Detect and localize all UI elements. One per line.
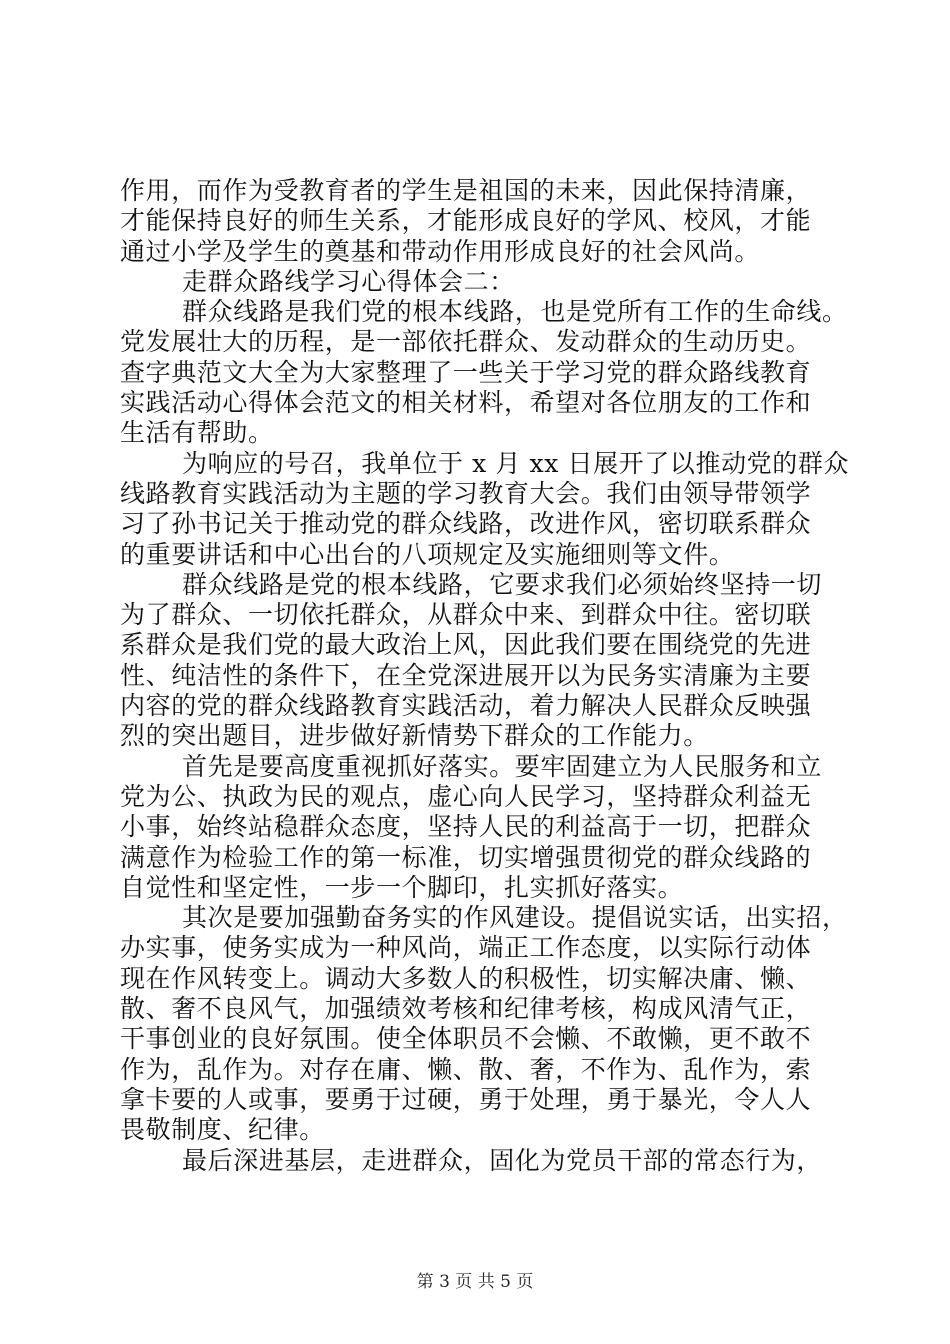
text-line: 的重要讲话和中心出台的八项规定及实施细则等文件。 [120,539,735,569]
text-line: 现在作风转变上。调动大多数人的积极性，切实解决庸、懒、 [120,963,812,993]
text-line: 办实事，使务实成为一种风尚，端正工作态度，以实际行动体 [120,933,812,963]
text-line: 小事，始终站稳群众态度，坚持人民的利益高于一切，把群众 [120,812,812,842]
page-footer: 第 3 页 共 5 页 [416,1272,534,1292]
text-line: 实践活动心得体会范文的相关材料，希望对各位朋友的工作和 [120,388,812,418]
text-line: 拿卡要的人或事，要勇于过硬，勇于处理，勇于暴光，令人人 [120,1084,812,1114]
text-line: 线路教育实践活动为主题的学习教育大会。我们由领导带领学 [120,478,812,508]
text-line: 才能保持良好的师生关系，才能形成良好的学风、校风，才能 [120,206,812,236]
text-line: 作用，而作为受教育者的学生是祖国的未来，因此保持清廉， [120,176,812,205]
text-line: 查字典范文大全为大家整理了一些关于学习党的群众路线教育 [120,357,812,387]
text-line: 满意作为检验工作的第一标准，切实增强贯彻党的群众线路的 [120,842,812,872]
section-heading: 走群众路线学习心得体会二： [182,266,515,296]
body-text [120,176,850,1176]
text-line: 通过小学及学生的奠基和带动作用形成良好的社会风尚。 [120,236,761,266]
text-line: 畏敬制度、纪律。 [120,1115,325,1145]
text-line: 系群众是我们党的最大政治上风，因此我们要在围绕党的先进 [120,630,812,660]
text-line: 干事创业的良好氛围。使全体职员不会懒、不敢懒，更不敢不 [120,1024,812,1054]
text-line: 性、纯洁性的条件下，在全党深进展开以为民务实清廉为主要 [120,660,812,690]
text-line: 为了群众、一切依托群众，从群众中来、到群众中往。密切联 [120,600,812,630]
text-line: 烈的突出题目，进步做好新情势下群众的工作能力。 [120,721,709,751]
text-line: 为响应的号召，我单位于 x 月 xx 日展开了以推动党的群众 [182,448,850,478]
text-line: 作为，乱作为。对存在庸、懒、散、奢，不作为、乱作为，索 [120,1054,812,1084]
text-line: 群众线路是党的根本线路，它要求我们必须始终坚持一切 [182,569,823,599]
text-line: 最后深进基层，走进群众，固化为党员干部的常态行为， [182,1145,823,1175]
text-line: 自觉性和坚定性，一步一个脚印，扎实抓好落实。 [120,872,684,902]
text-line: 其次是要加强勤奋务实的作风建设。提倡说实话，出实招， [182,903,848,933]
text-line: 首先是要高度重视抓好落实。要牢固建立为人民服务和立 [182,751,823,781]
text-line: 群众线路是我们党的根本线路，也是党所有工作的生命线。 [182,297,848,327]
text-line: 生活有帮助。 [120,418,274,448]
text-line: 党为公、执政为民的观点，虚心向人民学习，坚持群众利益无 [120,781,812,811]
text-line: 内容的党的群众线路教育实践活动，着力解决人民群众反映强 [120,691,812,721]
text-line: 习了孙书记关于推动党的群众线路，改进作风，密切联系群众 [120,509,812,539]
text-line: 散、奢不良风气，加强绩效考核和纪律考核，构成风清气正， [120,994,812,1024]
text-line: 党发展壮大的历程，是一部依托群众、发动群众的生动历史。 [120,327,812,357]
